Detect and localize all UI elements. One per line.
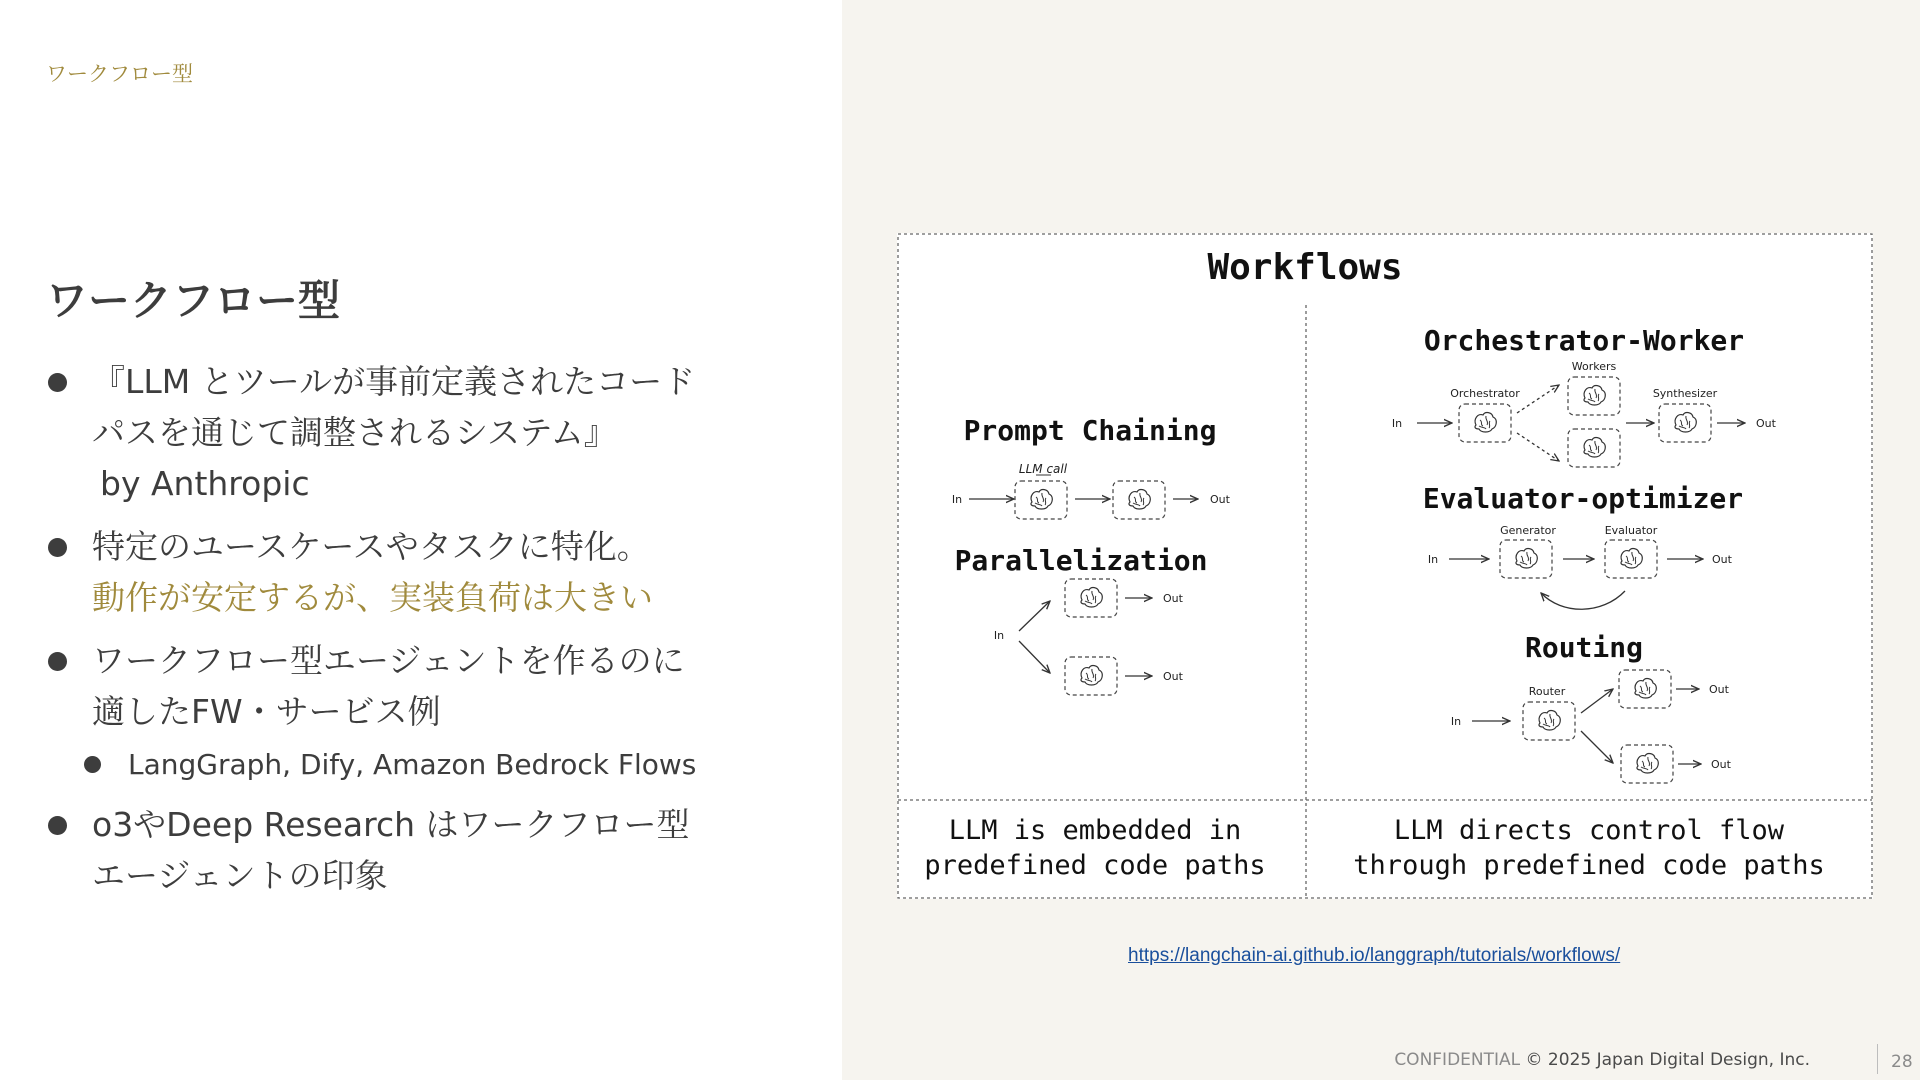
- router-label: Router: [1528, 685, 1566, 698]
- generator-label: Generator: [1500, 524, 1556, 537]
- diagram-title: Workflows: [1207, 247, 1403, 288]
- orchestrator-worker-heading: Orchestrator-Worker: [1423, 324, 1745, 357]
- caption-right-line1: LLM directs control flow: [1393, 815, 1785, 846]
- footer: [1394, 1050, 1810, 1070]
- out-label: Out: [1756, 417, 1776, 430]
- out-label: Out: [1163, 592, 1183, 605]
- caption-left-line1: LLM is embedded in: [948, 815, 1242, 846]
- workers-label: Workers: [1571, 360, 1617, 373]
- routing-heading: Routing: [1524, 631, 1644, 664]
- out-label: Out: [1712, 553, 1732, 566]
- bullet-attribution: by Anthropic: [100, 464, 310, 503]
- workflows-diagram: [897, 233, 1873, 899]
- bullet-dot: [48, 816, 67, 835]
- bullet-text: o3やDeep Research はワークフロー型: [92, 805, 690, 844]
- evaluator-label: Evaluator: [1604, 524, 1658, 537]
- bullet-text: エージェントの印象: [92, 856, 388, 895]
- in-label: In: [993, 629, 1005, 642]
- in-label: In: [1427, 553, 1439, 566]
- bullet-item: [46, 521, 766, 623]
- bullet-text: 適したFW・サービス例: [92, 692, 441, 731]
- llm-call-label: LLM call: [1018, 462, 1068, 476]
- bullet-item: [46, 356, 766, 509]
- bullet-text: 特定のユースケースやタスクに特化。: [92, 527, 650, 566]
- prompt-chaining-heading: Prompt Chaining: [963, 414, 1217, 447]
- evaluator-optimizer-heading: Evaluator-optimizer: [1422, 482, 1744, 515]
- page-number-divider: [1877, 1044, 1878, 1074]
- bullet-list: [46, 356, 766, 901]
- bullet-dot: [48, 652, 67, 671]
- in-label: In: [951, 493, 963, 506]
- bullet-highlight: 動作が安定するが、実装負荷は大きい: [92, 578, 653, 617]
- copyright-text: © 2025 Japan Digital Design, Inc.: [1525, 1050, 1810, 1070]
- bullet-dot: [48, 373, 67, 392]
- source-link[interactable]: https://langchain-ai.github.io/langgraph/tutorials/workflows/: [1128, 945, 1621, 966]
- bullet-item: [46, 799, 766, 901]
- page-title: ワークフロー型: [46, 276, 341, 325]
- caption-right-line2: through predefined code paths: [1353, 850, 1825, 881]
- bullet-dot: [84, 756, 101, 773]
- bullet-dot: [48, 538, 67, 557]
- bullet-text: ワークフロー型エージェントを作るのに: [92, 641, 685, 680]
- caption-left-line2: predefined code paths: [924, 850, 1266, 881]
- bullet-item: [46, 635, 766, 737]
- out-label: Out: [1709, 683, 1729, 696]
- confidential-label: CONFIDENTIAL: [1394, 1050, 1521, 1070]
- bullet-text: パスを通じて調整されるシステム』: [92, 413, 617, 452]
- out-label: Out: [1210, 493, 1230, 506]
- out-label: Out: [1163, 670, 1183, 683]
- in-label: In: [1450, 715, 1462, 728]
- workflows-figure: [897, 233, 1873, 899]
- in-label: In: [1391, 417, 1403, 430]
- parallelization-heading: Parallelization: [954, 544, 1208, 577]
- out-label: Out: [1711, 758, 1731, 771]
- orchestrator-label: Orchestrator: [1450, 387, 1520, 400]
- synthesizer-label: Synthesizer: [1652, 387, 1718, 400]
- sub-bullet-item: [46, 741, 766, 789]
- bullet-text: 『LLM とツールが事前定義されたコード: [92, 362, 696, 401]
- sub-bullet-text: LangGraph, Dify, Amazon Bedrock Flows: [128, 748, 697, 781]
- page-number: 28: [1891, 1052, 1913, 1072]
- section-label: ワークフロー型: [46, 62, 193, 86]
